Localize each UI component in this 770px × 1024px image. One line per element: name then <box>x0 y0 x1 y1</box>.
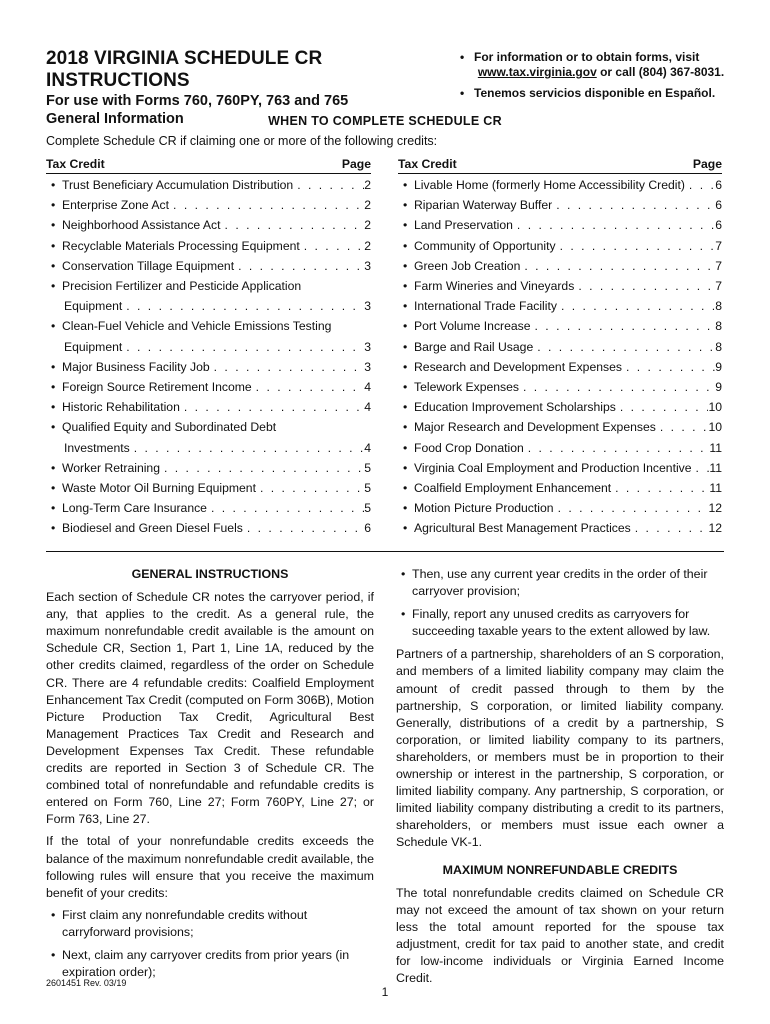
credit-page: 7 <box>715 279 722 294</box>
credit-item <box>398 337 722 357</box>
credit-page: 11 <box>709 440 722 455</box>
dot-leader <box>180 397 364 417</box>
credit-label-continued: Investments <box>64 440 130 455</box>
credit-page: 5 <box>364 460 371 475</box>
credit-label: • Livable Home (formerly Home Accessibility Credit) <box>414 178 685 192</box>
credit-label: • Historic Rehabilitation <box>62 400 180 415</box>
dot-leader <box>557 296 715 316</box>
page-title: 2018 VIRGINIA SCHEDULE CR INSTRUCTIONS <box>46 48 323 91</box>
dot-leader <box>554 498 709 518</box>
credit-item <box>46 316 371 356</box>
bullet-icon: • <box>460 50 465 64</box>
credit-item <box>46 215 371 235</box>
credit-page: 12 <box>708 501 722 516</box>
info-text: For information or to obtain forms, visit <box>474 50 700 64</box>
credit-page: 3 <box>364 339 371 354</box>
credit-label: • Long-Term Care Insurance <box>62 501 207 516</box>
rule-bullet-3: • Then, use any current year credits in the order of their carryover provision; <box>396 566 724 600</box>
when-heading: WHEN TO COMPLETE SCHEDULE CR <box>268 114 502 128</box>
partners-paragraph: Partners of a partnership, shareholders of an S corporation, and members of a limited liability company may claim the amount of credit passed through to them by the partnership, S corporation, or limited liability company. Generally, distributions of a credit by a partnership, S corporation, or limited liability company to its partners, shareholders, or members must be in proportion to their ownership or interest in the partnership, S corporation, or limited liability company. Any partnership, S corporation, or limited liability company distributing a credit to its partners, shareholders, or members must issue each owner a Schedule VK-1. <box>396 647 724 850</box>
max-credits-heading: MAXIMUM NONREFUNDABLE CREDITS <box>442 862 678 877</box>
general-paragraph-1: Each section of Schedule CR notes the carryover period, if any, that applies to the credit. As a general rule, the maximum nonrefundable credit available is the amount on Schedule CR, Section 1, Part 1, Line 1A, reduced by the other credits claimed, regardless of the order on Schedule CR. There are 4 refundable credits: Coalfield Employment Enhancement Tax Credit (computed on Form 306B), Motion Picture Production Tax Credit, Agricultural Best Management Practices Tax Credit and Research and Development Expenses Tax Credit. These refundable credits are reported in Section 3 of Schedule CR. The combined total of nonrefundable and refundable credits is entered on Form 760, Line 27; Form 760PY, Line 27; or Form 763, Line 27. <box>46 590 374 827</box>
credit-label: • Motion Picture Production <box>414 501 554 516</box>
credit-item <box>46 518 371 538</box>
dot-leader <box>524 438 710 458</box>
credit-page: 3 <box>364 299 371 314</box>
dot-leader <box>300 236 364 256</box>
credit-page: 7 <box>715 258 722 273</box>
general-paragraph-2: If the total of your nonrefundable credits exceeds the balance of the maximum nonrefundable credit available, the following rules will ensure that you receive the maximum benefit of your credits: <box>46 834 374 900</box>
credit-label: • Telework Expenses <box>414 380 519 395</box>
col-tax-credit: Tax Credit <box>398 157 457 171</box>
when-intro: Complete Schedule CR if claiming one or more of the following credits: <box>46 134 438 148</box>
credit-item <box>398 316 722 336</box>
dot-leader <box>293 175 364 195</box>
credit-label: • Port Volume Increase <box>414 319 531 334</box>
credit-item <box>398 417 722 437</box>
credits-table-header <box>46 156 371 174</box>
dot-leader <box>552 195 715 215</box>
credit-label: • Biodiesel and Green Diesel Fuels <box>62 521 243 536</box>
credit-item <box>46 417 371 457</box>
dot-leader <box>243 518 364 538</box>
dot-leader <box>519 377 715 397</box>
bullet-icon: • <box>460 86 465 100</box>
credit-item <box>398 236 722 256</box>
credit-page: 6 <box>715 198 722 213</box>
info-phone: or call (804) 367-8031. <box>600 65 725 79</box>
general-instructions-column <box>46 566 374 987</box>
form-code: 2601451 Rev. 03/19 <box>46 978 127 988</box>
credit-label: • Research and Development Expenses <box>414 359 622 374</box>
dot-leader <box>631 518 709 538</box>
dot-leader <box>656 417 709 437</box>
credit-label: • Green Job Creation <box>414 258 521 273</box>
credit-label: • Waste Motor Oil Burning Equipment <box>62 481 256 496</box>
credit-page: 4 <box>364 380 371 395</box>
credit-page: 9 <box>715 359 722 374</box>
dot-leader <box>692 458 710 478</box>
col-page: Page <box>341 157 371 171</box>
credit-item <box>398 518 722 538</box>
credit-page: 11 <box>709 460 722 475</box>
credit-label: • Enterprise Zone Act <box>62 198 170 213</box>
credit-item <box>398 175 722 195</box>
dot-leader <box>122 296 364 316</box>
credit-page: 2 <box>364 218 371 233</box>
credit-item <box>398 438 722 458</box>
col-page: Page <box>692 157 722 171</box>
section-divider <box>46 551 724 552</box>
credit-page: 3 <box>364 359 371 374</box>
credit-item <box>46 377 371 397</box>
credit-label: • Major Research and Development Expenses <box>414 420 656 435</box>
credit-item <box>46 256 371 276</box>
credit-page: 5 <box>364 501 371 516</box>
credit-label: • Barge and Rail Usage <box>414 339 534 354</box>
dot-leader <box>685 175 715 195</box>
credit-item <box>398 296 722 316</box>
info-bullet <box>460 50 728 80</box>
credit-page: 5 <box>364 481 371 496</box>
dot-leader <box>533 337 715 357</box>
credits-list-right <box>398 175 722 539</box>
rule-bullet-1: • First claim any nonrefundable credits without carryforward provisions; <box>46 907 374 941</box>
credit-label: • Coalfield Employment Enhancement <box>414 481 612 496</box>
credit-label: • Land Preservation <box>414 218 513 233</box>
credit-label: • Farm Wineries and Vineyards <box>414 279 575 294</box>
page-number: 1 <box>381 985 389 999</box>
credit-page: 7 <box>715 238 722 253</box>
credit-label: • Qualified Equity and Subordinated Debt <box>62 420 277 435</box>
credits-list-left <box>46 175 371 539</box>
general-info-subtitle: General Information <box>46 111 184 127</box>
credit-label: • Community of Opportunity <box>414 238 556 253</box>
dot-leader <box>616 397 709 417</box>
credit-item <box>398 256 722 276</box>
credit-page: 10 <box>708 400 722 415</box>
dot-leader <box>513 215 715 235</box>
max-credits-paragraph: The total nonrefundable credits claimed on Schedule CR may not exceed the amount of tax shown on your return less the total amount reported for the spouse tax adjustment, credit for tax paid to another state, and credit for low-income individuals or Virginia Earned Income Credit. <box>396 885 724 986</box>
credits-table-header <box>398 156 722 174</box>
credit-label-continued: Equipment <box>64 299 123 314</box>
credit-label: • International Trade Facility <box>414 299 557 314</box>
credit-item <box>398 276 722 296</box>
dot-leader <box>574 276 715 296</box>
credit-item <box>398 498 722 518</box>
credit-page: 4 <box>364 400 371 415</box>
credit-item <box>398 377 722 397</box>
credits-table-left <box>46 156 371 539</box>
credit-label: • Precision Fertilizer and Pesticide Application <box>62 279 302 294</box>
tax-website-link[interactable]: www.tax.virginia.gov <box>477 65 597 79</box>
credit-item <box>46 478 371 498</box>
credit-page: 6 <box>364 521 371 536</box>
col-tax-credit: Tax Credit <box>46 157 105 171</box>
dot-leader <box>520 256 715 276</box>
credit-item <box>46 276 371 316</box>
credit-label: • Food Crop Donation <box>414 440 524 455</box>
credit-item <box>398 458 722 478</box>
credit-page: 2 <box>364 238 371 253</box>
credit-item <box>46 175 371 195</box>
dot-leader <box>531 316 716 336</box>
dot-leader <box>252 377 365 397</box>
dot-leader <box>207 498 364 518</box>
dot-leader <box>160 458 364 478</box>
right-text-column <box>396 566 724 992</box>
rule-bullet-2: • Next, claim any carryover credits from prior years (in expiration order); <box>46 947 374 981</box>
credit-item <box>46 498 371 518</box>
credit-page: 6 <box>715 178 722 192</box>
dot-leader <box>256 478 364 498</box>
credit-label: • Virginia Coal Employment and Production Incentive <box>414 460 692 475</box>
credit-label: • Conservation Tillage Equipment <box>62 258 235 273</box>
credit-page: 6 <box>715 218 722 233</box>
credit-item <box>398 195 722 215</box>
dot-leader <box>169 195 364 215</box>
credit-label: • Recyclable Materials Processing Equipment <box>62 238 300 253</box>
general-instructions-heading: GENERAL INSTRUCTIONS <box>131 567 289 581</box>
credit-label: • Neighborhood Assistance Act <box>62 218 221 233</box>
credit-label: • Trust Beneficiary Accumulation Distribution <box>62 178 294 192</box>
credit-page: 10 <box>708 420 722 435</box>
dot-leader <box>130 438 365 458</box>
forms-subtitle: For use with Forms 760, 760PY, 763 and 765 <box>46 93 349 109</box>
credit-page: 2 <box>364 178 371 192</box>
credit-label: • Major Business Facility Job <box>62 359 210 374</box>
dot-leader <box>611 478 709 498</box>
credit-label-continued: Equipment <box>64 339 123 354</box>
credit-page: 3 <box>364 258 371 273</box>
credit-item <box>46 458 371 478</box>
credit-item <box>46 357 371 377</box>
credit-page: 8 <box>715 339 722 354</box>
credit-item <box>398 215 722 235</box>
rule-bullet-4: • Finally, report any unused credits as carryovers for succeeding taxable years to the extent allowed by law. <box>396 606 724 640</box>
dot-leader <box>556 236 716 256</box>
credit-item <box>398 357 722 377</box>
credit-label: • Riparian Waterway Buffer <box>414 198 553 213</box>
credit-item <box>398 397 722 417</box>
credit-page: 12 <box>708 521 722 536</box>
credits-table-right <box>398 156 722 539</box>
credit-page: 8 <box>715 319 722 334</box>
header-right <box>460 50 728 101</box>
spanish-bullet <box>460 86 728 101</box>
spanish-text: Tenemos servicios disponible en Español. <box>474 86 716 100</box>
credit-item <box>46 236 371 256</box>
credit-page: 2 <box>364 198 371 213</box>
credit-label: • Worker Retraining <box>62 460 160 475</box>
credit-item <box>46 397 371 417</box>
dot-leader <box>622 357 715 377</box>
credit-page: 4 <box>364 440 371 455</box>
dot-leader <box>234 256 364 276</box>
credit-label: • Foreign Source Retirement Income <box>62 380 252 395</box>
dot-leader <box>210 357 365 377</box>
credit-page: 9 <box>715 380 722 395</box>
credit-label: • Agricultural Best Management Practices <box>414 521 631 536</box>
credit-page: 8 <box>715 299 722 314</box>
credit-label: • Clean-Fuel Vehicle and Vehicle Emissions Testing <box>62 319 332 334</box>
credit-item <box>46 195 371 215</box>
dot-leader <box>122 337 364 357</box>
credit-item <box>398 478 722 498</box>
dot-leader <box>221 215 365 235</box>
credit-page: 11 <box>709 481 722 496</box>
credit-label: • Education Improvement Scholarships <box>414 400 616 415</box>
